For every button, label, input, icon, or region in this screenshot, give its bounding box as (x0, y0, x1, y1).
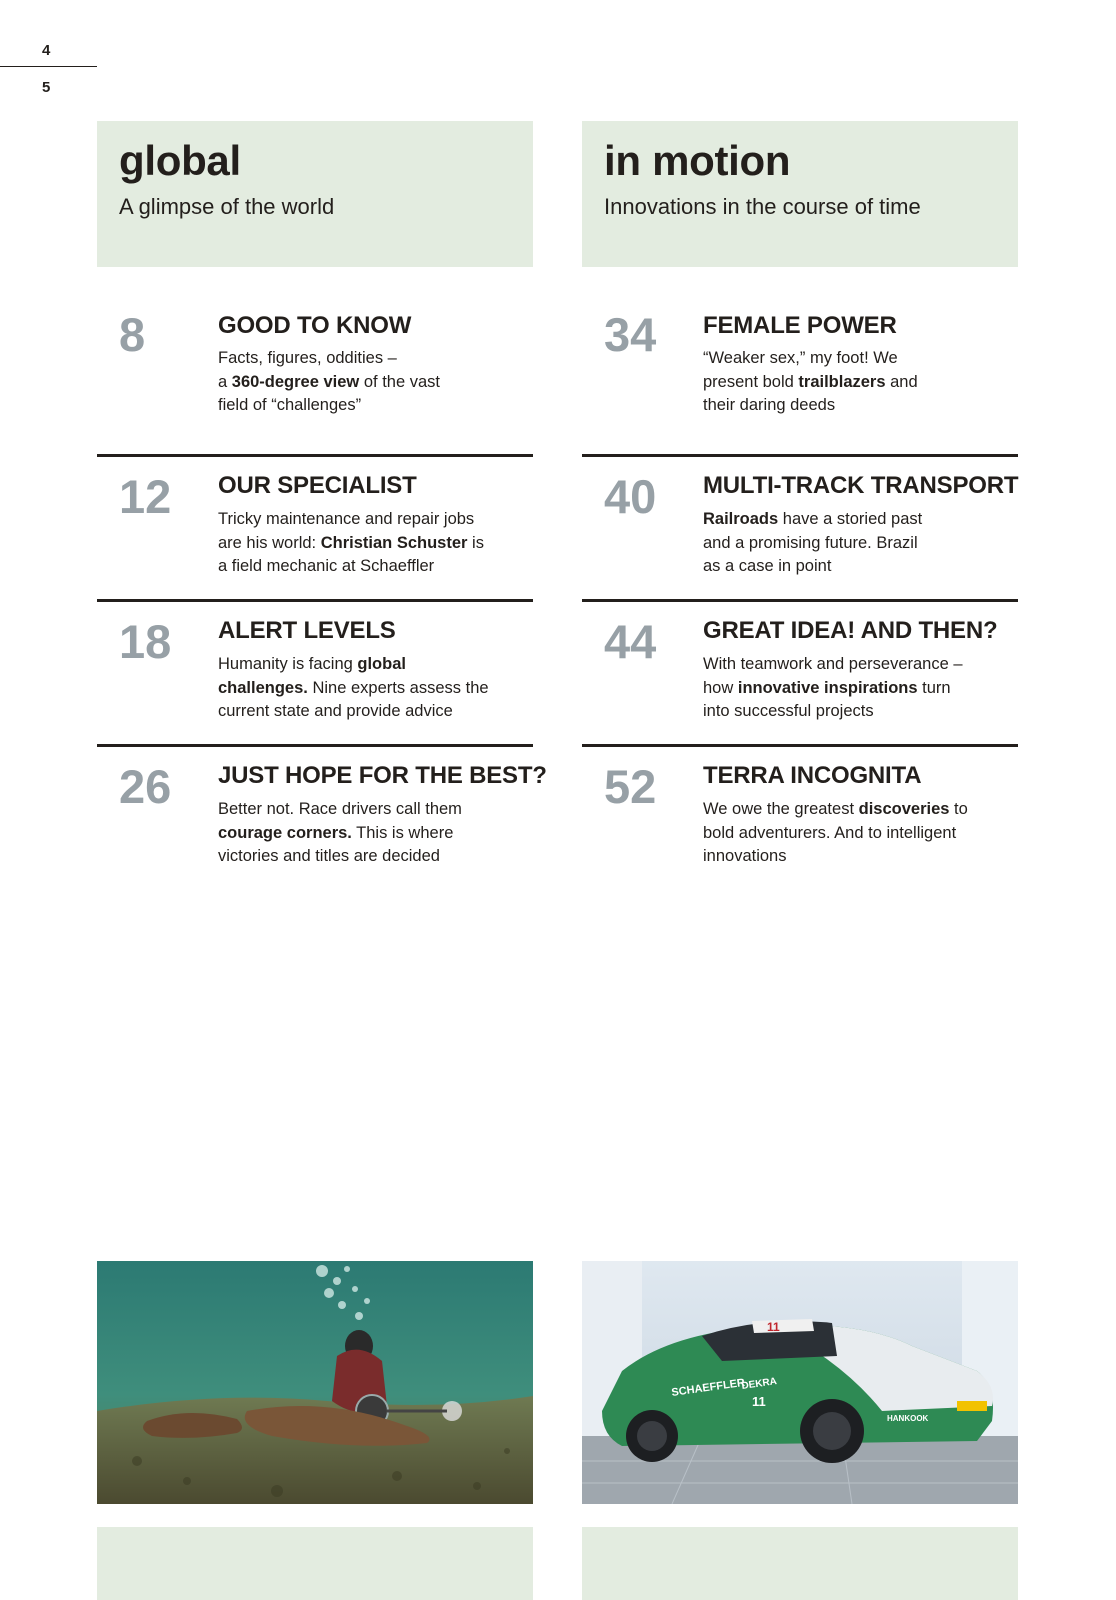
toc-entry[interactable] (97, 744, 547, 889)
emphasis-text: trailblazers (798, 372, 886, 391)
toc-entry[interactable] (97, 454, 533, 599)
right-section-title: in motion (604, 137, 791, 184)
toc-description: Better not. Race drivers call them courage corners. This is where victories and titles are decided (218, 800, 462, 865)
toc-page-number: 8 (119, 308, 146, 361)
toc-entry[interactable] (582, 744, 1018, 889)
emphasis-text: challenges. (218, 678, 308, 697)
toc-heading: JUST HOPE FOR THE BEST? (218, 762, 547, 789)
left-section-header (97, 121, 533, 267)
toc-entry[interactable] (582, 599, 1018, 744)
toc-heading: GREAT IDEA! AND THEN? (703, 617, 998, 644)
emphasis-text: Railroads (703, 510, 779, 528)
right-section-header (582, 121, 1018, 267)
toc-heading: FEMALE POWER (703, 312, 897, 339)
toc-heading: GOOD TO KNOW (218, 312, 412, 339)
toc-description: We owe the greatest discoveries to bold adventurers. And to intelligent innovations (703, 800, 968, 865)
toc-page-number: 44 (604, 615, 657, 668)
toc-heading: TERRA INCOGNITA (703, 762, 922, 789)
toc-description: Railroads have a storied past and a promising future. Brazil as a case in point (703, 510, 923, 575)
left-toc-list (97, 308, 547, 889)
toc-page-number: 12 (119, 470, 172, 523)
emphasis-text: innovative inspirations (737, 678, 918, 697)
toc-heading: MULTI-TRACK TRANSPORT (703, 472, 1019, 499)
toc-entry[interactable] (582, 309, 1018, 454)
toc-description: Tricky maintenance and repair jobs are his world: Christian Schuster is a field mechanic at Schaeffler (218, 510, 484, 575)
left-section-subtitle: A glimpse of the world (119, 194, 335, 219)
toc-heading: ALERT LEVELS (218, 617, 396, 644)
svg-text:SCHAEFFLER: SCHAEFFLER (670, 1376, 746, 1399)
page-number-bottom: 5 (42, 79, 51, 96)
toc-page-number: 40 (604, 470, 657, 523)
svg-text:DEKRA: DEKRA (740, 1376, 778, 1392)
toc-description: Humanity is facing global challenges. Nine experts assess the current state and provide advice (218, 655, 489, 720)
page-number-top: 4 (42, 42, 51, 59)
emphasis-text: courage corners. (218, 823, 352, 842)
toc-description: Facts, figures, oddities – a 360-degree view of the vast field of “challenges” (218, 349, 440, 414)
page-number-divider (0, 66, 97, 67)
svg-text:11: 11 (752, 1394, 766, 1409)
left-section-title: global (119, 137, 241, 184)
right-toc-list (582, 309, 1018, 889)
underwater-scene-illustration (97, 1261, 533, 1504)
emphasis-text: discoveries (858, 800, 950, 818)
svg-text:HANKOOK: HANKOOK (887, 1414, 929, 1423)
toc-heading: OUR SPECIALIST (218, 472, 417, 499)
emphasis-text: Christian Schuster (320, 533, 468, 552)
underwater-diver-photo (97, 1261, 533, 1504)
toc-entry[interactable] (582, 454, 1018, 599)
toc-entry[interactable] (97, 599, 533, 744)
emphasis-text: global (357, 655, 406, 673)
race-car-photo (582, 1261, 1018, 1504)
toc-page-number: 34 (604, 308, 657, 361)
toc-description: With teamwork and perseverance – how innovative inspirations turn into successful projects (703, 655, 963, 720)
toc-page-number: 52 (604, 760, 657, 813)
right-footer-band (582, 1527, 1018, 1600)
race-car-illustration (582, 1261, 1018, 1504)
svg-text:11: 11 (767, 1320, 780, 1334)
left-section (97, 121, 547, 889)
emphasis-text: 360-degree view (231, 372, 360, 391)
right-section-subtitle: Innovations in the course of time (604, 194, 921, 219)
toc-page-number: 26 (119, 760, 172, 813)
left-footer-band (97, 1527, 533, 1600)
toc-page-number: 18 (119, 615, 172, 668)
right-section (582, 121, 1018, 889)
toc-entry[interactable] (97, 309, 533, 454)
toc-description: “Weaker sex,” my foot! We present bold trailblazers and their daring deeds (703, 349, 918, 414)
